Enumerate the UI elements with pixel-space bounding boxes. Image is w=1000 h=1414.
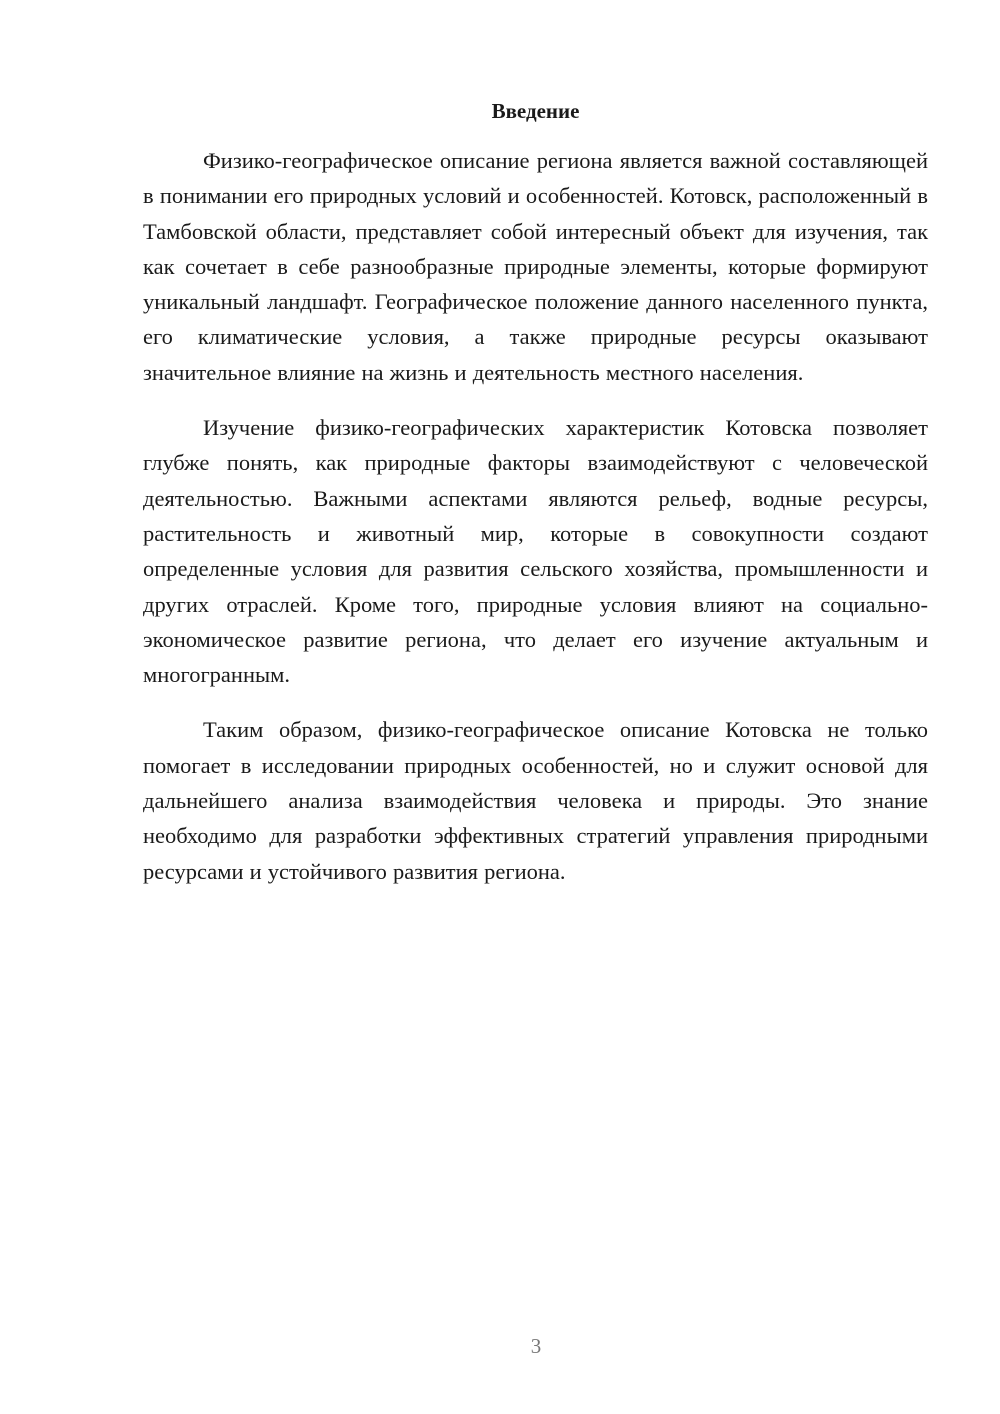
paragraph-2: Изучение физико-географических характеристик Котовска позволяет глубже понять, как природные факторы взаимодействуют с человеческой деятельностью. Важными аспектами являются рельеф, водные ресурсы, растительность и животный мир, которые в совокупности создают определенные условия для развития сельского хозяйства, промышленности и других отраслей. Кроме того, природные условия влияют на социально-экономическое развитие региона, что делает его изучение актуальным и многогранным. bbox=[143, 415, 928, 688]
page-number: 3 bbox=[530, 1334, 542, 1358]
paragraph-3: Таким образом, физико-географическое описание Котовска не только помогает в исследовании природных особенностей, но и служит основой для дальнейшего анализа взаимодействия человека и природы. Это знание необходимо для разработки эффективных стратегий управления природными ресурсами и устойчивого развития региона. bbox=[143, 717, 928, 884]
page-content bbox=[143, 97, 928, 909]
paragraph-1: Физико-географическое описание региона является важной составляющей в понимании его природных условий и особенностей. Котовск, расположенный в Тамбовской области, представляет собой интересный объект для изучения, так как сочетает в себе разнообразные природные элементы, которые формируют уникальный ландшафт. Географическое положение данного населенного пункта, его климатические условия, а также природные ресурсы оказывают значительное влияние на жизнь и деятельность местного населения. bbox=[143, 148, 928, 385]
section-heading: Введение bbox=[491, 99, 580, 123]
